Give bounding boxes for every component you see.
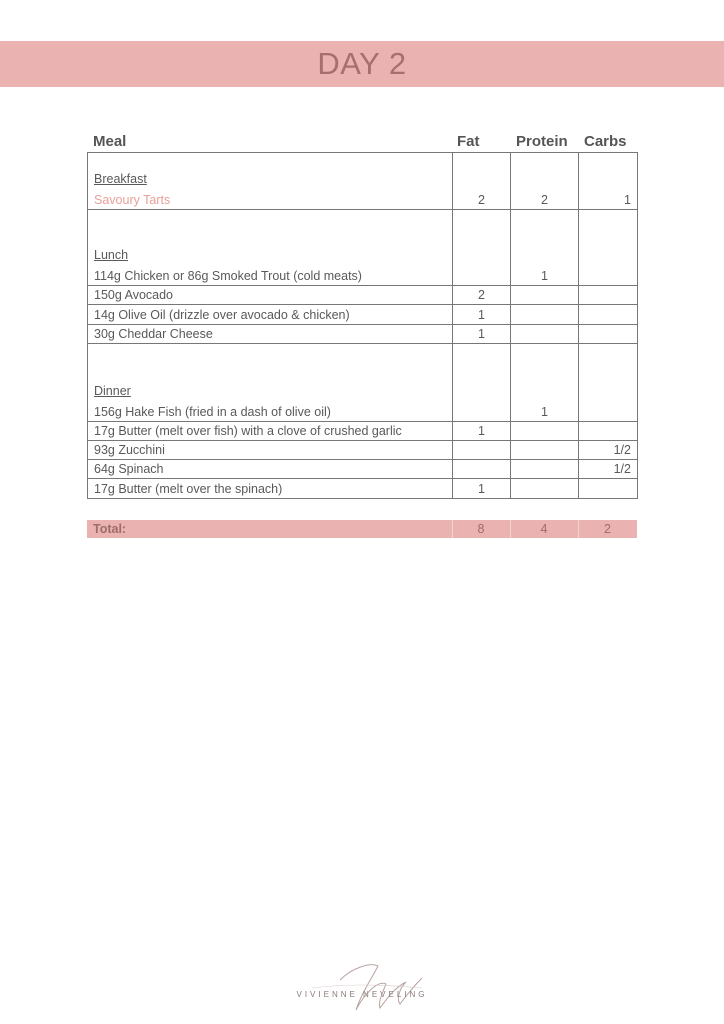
header-meal: Meal [93, 133, 127, 150]
protein-cell [511, 441, 579, 460]
carbs-cell [579, 479, 638, 499]
protein-cell [511, 460, 579, 479]
table-row [88, 325, 638, 344]
protein-cell [511, 325, 579, 344]
page-title: DAY 2 [317, 46, 407, 81]
header-protein: Protein [516, 133, 568, 150]
section-label: Breakfast [94, 172, 147, 186]
table-row [88, 479, 638, 499]
fat-cell [453, 344, 511, 422]
fat-cell: 1 [453, 422, 511, 441]
protein-cell [511, 422, 579, 441]
fat-cell [453, 460, 511, 479]
total-row [87, 520, 637, 538]
fat-cell: 1 [453, 325, 511, 344]
carbs-cell: 1/2 [579, 441, 638, 460]
meal-item: 93g Zucchini [88, 441, 453, 460]
signature-icon [282, 958, 442, 1018]
protein-cell: 1 [511, 210, 579, 286]
protein-cell: 2 [511, 153, 579, 210]
meal-item: 64g Spinach [88, 460, 453, 479]
protein-cell: 1 [511, 344, 579, 422]
protein-cell [511, 305, 579, 325]
fat-cell: 1 [453, 479, 511, 499]
carbs-cell: 1/2 [579, 460, 638, 479]
carbs-cell [579, 286, 638, 305]
carbs-cell [579, 422, 638, 441]
table-row [88, 460, 638, 479]
day-banner [0, 41, 724, 87]
fat-cell [453, 441, 511, 460]
table-row [88, 344, 638, 422]
meal-item: 30g Cheddar Cheese [88, 325, 453, 344]
meal-item: 150g Avocado [88, 286, 453, 305]
header-carbs: Carbs [584, 133, 627, 150]
table-row [88, 153, 638, 210]
carbs-cell [579, 210, 638, 286]
carbs-cell [579, 325, 638, 344]
fat-cell: 2 [453, 153, 511, 210]
table-row [88, 305, 638, 325]
carbs-cell [579, 344, 638, 422]
meal-item: 17g Butter (melt over the spinach) [88, 479, 453, 499]
meal-item: 156g Hake Fish (fried in a dash of olive oil) [94, 405, 331, 419]
meal-item: Savoury Tarts [94, 193, 171, 207]
table-row [88, 422, 638, 441]
table-row [88, 210, 638, 286]
total-protein: 4 [540, 522, 548, 536]
brand-name: VIVIENNE NEVELING [296, 990, 428, 999]
fat-cell [453, 210, 511, 286]
protein-cell [511, 286, 579, 305]
fat-cell: 2 [453, 286, 511, 305]
section-label: Dinner [94, 384, 131, 398]
meal-item: 17g Butter (melt over fish) with a clove of crushed garlic [88, 422, 453, 441]
header-fat: Fat [457, 133, 480, 150]
meal-table [87, 152, 638, 499]
total-fat: 8 [477, 522, 485, 536]
column-headers [87, 133, 637, 153]
fat-cell: 1 [453, 305, 511, 325]
total-label: Total: [93, 522, 127, 536]
protein-cell [511, 479, 579, 499]
table-row [88, 441, 638, 460]
meal-item: 114g Chicken or 86g Smoked Trout (cold meats) [94, 269, 362, 283]
meal-cell [88, 153, 453, 210]
section-label: Lunch [94, 248, 129, 262]
table-row [88, 286, 638, 305]
total-carbs: 2 [604, 522, 611, 536]
carbs-cell: 1 [579, 153, 638, 210]
carbs-cell [579, 305, 638, 325]
brand-logo [282, 958, 442, 1018]
meal-cell [88, 344, 453, 422]
meal-item: 14g Olive Oil (drizzle over avocado & chicken) [88, 305, 453, 325]
meal-cell [88, 210, 453, 286]
